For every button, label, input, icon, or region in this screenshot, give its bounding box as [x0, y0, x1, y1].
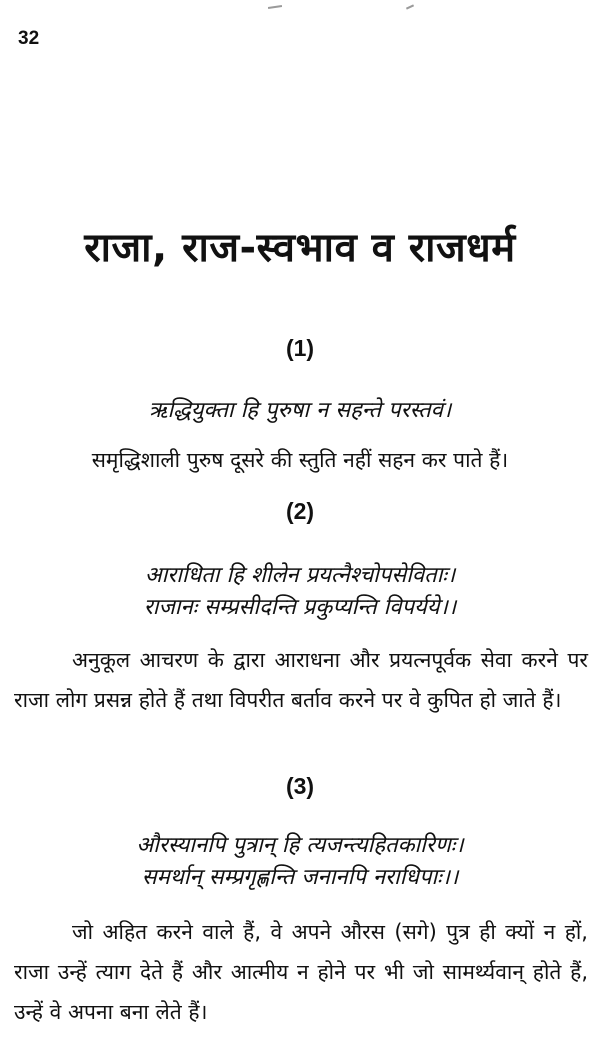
section-number: (1): [285, 335, 315, 361]
verse-line: आराधिता हि शीलेन प्रयत्नैश्चोपसेविताः।: [144, 563, 456, 588]
sanskrit-verse: [0, 830, 600, 894]
scan-mark: [268, 5, 282, 9]
scan-mark: [406, 4, 414, 9]
hindi-meaning: समृद्धिशाली पुरुष दूसरे की स्तुति नहीं सहन कर पाते हैं।: [91, 448, 509, 472]
chapter-title: राजा, राज-स्वभाव व राजधर्म: [84, 225, 516, 271]
section-number: (2): [285, 498, 315, 524]
verse-line: राजानः सम्प्रसीदन्ति प्रकुप्यन्ति विपर्यये।।: [143, 595, 457, 620]
verse-line: औरस्यानपि पुत्रान् हि त्यजन्त्यहितकारिणः।: [136, 833, 464, 858]
page-number: 32: [18, 28, 40, 49]
sanskrit-verse: [0, 560, 600, 624]
hindi-meaning: अनुकूल आचरण के द्वारा आराधना और प्रयत्नपूर्वक सेवा करने पर राजा लोग प्रसन्न होते हैं तथा विपरीत बर्ताव करने पर वे कुपित हो जाते हैं।: [14, 648, 588, 712]
section-number: (3): [285, 773, 315, 799]
verse-line: समर्थान् सम्प्रगृह्णन्ति जनानपि नराधिपाः।।: [141, 865, 459, 890]
sanskrit-verse: [0, 395, 600, 427]
verse-line: ऋद्धियुक्ता हि पुरुषा न सहन्ते परस्तवं।: [148, 398, 452, 423]
hindi-meaning: जो अहित करने वाले हैं, वे अपने औरस (सगे) पुत्र ही क्यों न हों, राजा उन्हें त्याग देते हैं और आत्मीय न होने पर भी जो सामर्थ्यवान् होते हैं, उन्हें वे अपना बना लेते हैं।: [14, 920, 588, 1024]
